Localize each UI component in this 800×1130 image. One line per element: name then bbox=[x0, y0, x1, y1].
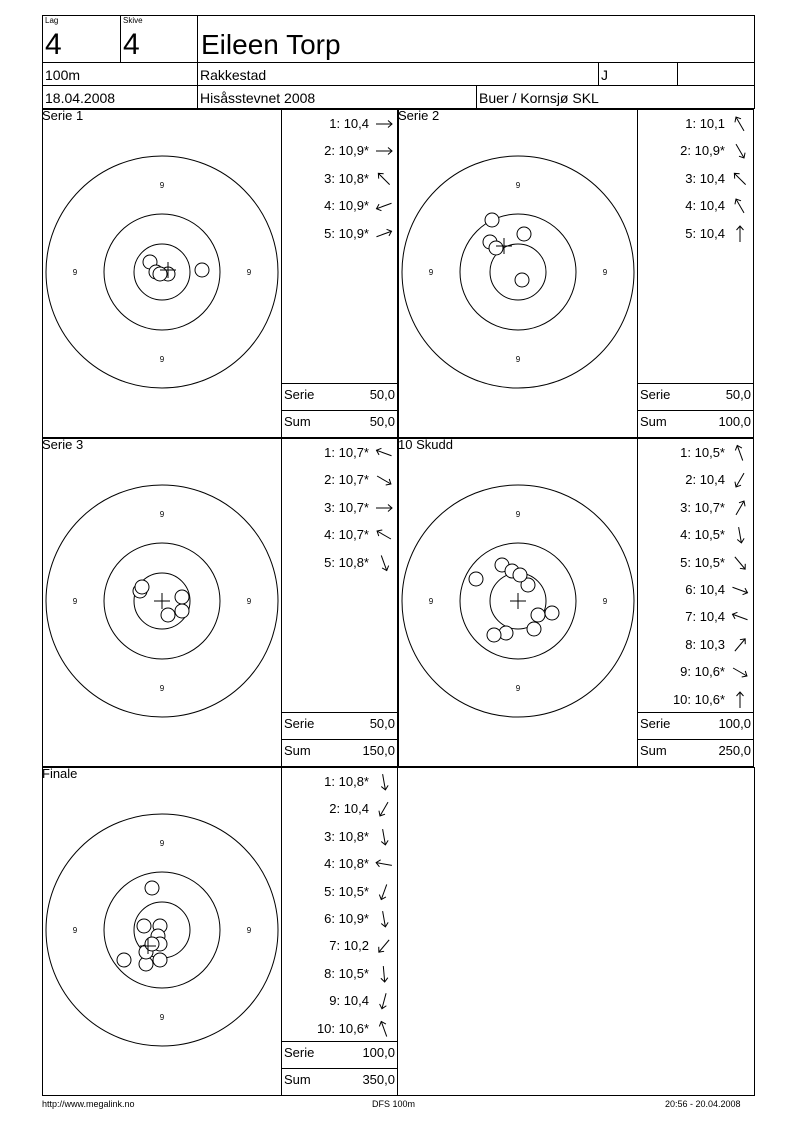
ring-label: 9 bbox=[72, 268, 78, 277]
divider bbox=[282, 383, 398, 384]
divider bbox=[282, 1041, 398, 1042]
ring-label: 9 bbox=[159, 839, 165, 848]
ring-label: 9 bbox=[515, 684, 521, 693]
score-column bbox=[637, 109, 754, 438]
shot-score: 5: 10,9* bbox=[324, 225, 369, 241]
shot-score: 1: 10,8* bbox=[324, 774, 369, 789]
total-label: Serie bbox=[284, 1045, 315, 1060]
shot-impact bbox=[545, 606, 559, 620]
shot-direction-arrow-icon bbox=[731, 170, 749, 188]
target-diagram bbox=[42, 767, 282, 1096]
ring-label: 9 bbox=[246, 597, 252, 606]
divider bbox=[476, 85, 477, 109]
shot-impact bbox=[117, 953, 131, 967]
shot-score: 6: 10,9* bbox=[324, 911, 369, 926]
shot-direction-arrow-icon bbox=[375, 142, 393, 160]
skive-label: Skive bbox=[123, 16, 143, 25]
shot-direction-arrow-icon bbox=[731, 554, 749, 572]
shot-impact bbox=[161, 608, 175, 622]
series-title: Serie 2 bbox=[398, 108, 440, 123]
series-panel bbox=[42, 767, 398, 1096]
shot-score: 7: 10,4 bbox=[685, 609, 725, 625]
total-value: 50,0 bbox=[725, 387, 751, 402]
shot-direction-arrow-icon bbox=[731, 608, 749, 626]
shot-direction-arrow-icon bbox=[731, 471, 749, 489]
distance: 100m bbox=[45, 67, 81, 83]
divider bbox=[282, 410, 398, 411]
shot-score: 4: 10,5* bbox=[680, 527, 725, 543]
shooter-class: J bbox=[601, 67, 608, 83]
total-label: Sum bbox=[640, 414, 667, 429]
target-diagram bbox=[398, 438, 638, 767]
divider bbox=[282, 712, 398, 713]
shot-direction-arrow-icon bbox=[375, 554, 393, 572]
shot-impact bbox=[135, 580, 149, 594]
total-label: Sum bbox=[284, 414, 311, 429]
ring-label: 9 bbox=[246, 926, 252, 935]
ring-label: 9 bbox=[72, 597, 78, 606]
shot-score: 9: 10,6* bbox=[680, 664, 725, 680]
target-diagram bbox=[42, 109, 282, 438]
shot-direction-arrow-icon bbox=[375, 471, 393, 489]
shot-score: 5: 10,4 bbox=[685, 225, 725, 241]
shot-impact bbox=[195, 263, 209, 277]
footer-url: http://www.megalink.no bbox=[42, 1099, 135, 1109]
lag-label: Lag bbox=[45, 16, 59, 25]
ring-label: 9 bbox=[515, 181, 521, 190]
series-title: 10 Skudd bbox=[398, 437, 453, 452]
shot-impact bbox=[145, 937, 159, 951]
lag-value: 4 bbox=[45, 28, 62, 61]
target-diagram bbox=[398, 109, 638, 438]
shot-score: 1: 10,1 bbox=[685, 116, 725, 131]
total-label: Serie bbox=[284, 387, 315, 402]
total-value: 100,0 bbox=[362, 1045, 395, 1060]
divider bbox=[120, 15, 121, 62]
shot-impact bbox=[527, 622, 541, 636]
shot-score: 2: 10,4 bbox=[685, 472, 725, 488]
ring-label: 9 bbox=[159, 510, 165, 519]
ring-label: 9 bbox=[428, 268, 434, 277]
shot-direction-arrow-icon bbox=[375, 910, 393, 928]
date: 18.04.2008 bbox=[45, 90, 116, 106]
divider bbox=[282, 739, 398, 740]
total-label: Sum bbox=[284, 1072, 311, 1087]
series-title: Serie 3 bbox=[42, 437, 84, 452]
total-value: 100,0 bbox=[718, 414, 751, 429]
shot-direction-arrow-icon bbox=[375, 170, 393, 188]
divider bbox=[638, 712, 754, 713]
shot-direction-arrow-icon bbox=[375, 937, 393, 955]
ring-label: 9 bbox=[246, 268, 252, 277]
shot-score: 3: 10,8* bbox=[324, 170, 369, 186]
ring-label: 9 bbox=[428, 597, 434, 606]
shot-impact bbox=[145, 881, 159, 895]
total-value: 50,0 bbox=[369, 414, 395, 429]
shot-score: 2: 10,9* bbox=[680, 143, 725, 159]
shot-score: 4: 10,9* bbox=[324, 198, 369, 214]
shot-direction-arrow-icon bbox=[375, 499, 393, 517]
shot-impact bbox=[469, 572, 483, 586]
shot-direction-arrow-icon bbox=[731, 581, 749, 599]
shot-direction-arrow-icon bbox=[375, 992, 393, 1010]
ring-label: 9 bbox=[159, 1013, 165, 1022]
shot-impact bbox=[175, 590, 189, 604]
shot-direction-arrow-icon bbox=[375, 115, 393, 133]
ring-label: 9 bbox=[159, 355, 165, 364]
shooter-name: Eileen Torp bbox=[201, 29, 341, 60]
series-title: Finale bbox=[42, 766, 78, 781]
shot-impact bbox=[513, 568, 527, 582]
ring-label: 9 bbox=[515, 355, 521, 364]
shot-score: 3: 10,7* bbox=[324, 499, 369, 515]
club-name: Buer / Kornsjø SKL bbox=[479, 90, 599, 106]
shot-score: 8: 10,3 bbox=[685, 636, 725, 652]
shot-impact bbox=[487, 628, 501, 642]
shot-direction-arrow-icon bbox=[731, 225, 749, 243]
series-panel bbox=[42, 109, 398, 438]
shot-direction-arrow-icon bbox=[731, 663, 749, 681]
shot-score: 10: 10,6* bbox=[316, 1020, 369, 1036]
shot-score: 6: 10,4 bbox=[685, 582, 725, 597]
shot-impact bbox=[515, 273, 529, 287]
shot-impact bbox=[489, 241, 503, 255]
divider bbox=[42, 62, 755, 63]
shot-direction-arrow-icon bbox=[731, 526, 749, 544]
shot-score: 2: 10,7* bbox=[324, 472, 369, 488]
shot-direction-arrow-icon bbox=[375, 800, 393, 818]
shot-direction-arrow-icon bbox=[375, 828, 393, 846]
shot-direction-arrow-icon bbox=[375, 1020, 393, 1038]
total-value: 50,0 bbox=[369, 387, 395, 402]
group-center-cross bbox=[510, 593, 526, 609]
score-column bbox=[281, 438, 398, 767]
shot-score: 2: 10,9* bbox=[324, 143, 369, 159]
total-label: Serie bbox=[284, 716, 315, 731]
skive-value: 4 bbox=[123, 28, 140, 61]
shot-direction-arrow-icon bbox=[731, 444, 749, 462]
divider bbox=[42, 85, 755, 86]
shot-direction-arrow-icon bbox=[375, 883, 393, 901]
divider bbox=[638, 739, 754, 740]
score-column bbox=[281, 109, 398, 438]
series-title: Serie 1 bbox=[42, 108, 84, 123]
group-center-cross bbox=[154, 593, 170, 609]
shot-impact bbox=[517, 227, 531, 241]
shot-score: 4: 10,7* bbox=[324, 527, 369, 543]
shot-impact bbox=[485, 213, 499, 227]
shot-score: 9: 10,4 bbox=[329, 993, 369, 1009]
shot-score: 5: 10,5* bbox=[680, 554, 725, 570]
ring-label: 9 bbox=[515, 510, 521, 519]
shot-impact bbox=[531, 608, 545, 622]
target-diagram bbox=[42, 438, 282, 767]
shot-score: 4: 10,4 bbox=[685, 198, 725, 214]
shot-score: 2: 10,4 bbox=[329, 801, 369, 817]
shot-score: 10: 10,6* bbox=[672, 691, 725, 707]
total-label: Serie bbox=[640, 716, 671, 731]
shot-impact bbox=[137, 919, 151, 933]
shot-score: 8: 10,5* bbox=[324, 965, 369, 981]
shot-direction-arrow-icon bbox=[375, 444, 393, 462]
shot-score: 5: 10,8* bbox=[324, 554, 369, 570]
shot-score: 3: 10,7* bbox=[680, 499, 725, 515]
ring-label: 9 bbox=[602, 268, 608, 277]
shot-direction-arrow-icon bbox=[731, 691, 749, 709]
target-ring bbox=[402, 156, 634, 388]
ring-label: 9 bbox=[602, 597, 608, 606]
shot-direction-arrow-icon bbox=[375, 526, 393, 544]
shot-score: 7: 10,2 bbox=[329, 938, 369, 954]
shot-direction-arrow-icon bbox=[731, 499, 749, 517]
ring-label: 9 bbox=[159, 181, 165, 190]
event-name: Hisåsstevnet 2008 bbox=[200, 90, 316, 106]
shot-score: 1: 10,5* bbox=[680, 445, 725, 460]
shot-direction-arrow-icon bbox=[375, 225, 393, 243]
footer-center: DFS 100m bbox=[372, 1099, 416, 1109]
total-value: 350,0 bbox=[362, 1072, 395, 1087]
ring-label: 9 bbox=[159, 684, 165, 693]
total-label: Sum bbox=[640, 743, 667, 758]
shot-score: 1: 10,7* bbox=[324, 445, 369, 460]
divider bbox=[677, 62, 678, 85]
footer-timestamp: 20:56 - 20.04.2008 bbox=[665, 1099, 741, 1109]
series-panel bbox=[42, 438, 398, 767]
total-label: Serie bbox=[640, 387, 671, 402]
series-panel bbox=[398, 438, 754, 767]
total-value: 250,0 bbox=[718, 743, 751, 758]
shot-direction-arrow-icon bbox=[731, 115, 749, 133]
shot-direction-arrow-icon bbox=[731, 142, 749, 160]
shot-impact bbox=[175, 604, 189, 618]
divider bbox=[282, 1068, 398, 1069]
shot-direction-arrow-icon bbox=[375, 855, 393, 873]
divider bbox=[598, 62, 599, 85]
shot-direction-arrow-icon bbox=[731, 636, 749, 654]
score-column bbox=[281, 767, 398, 1096]
shot-score: 5: 10,5* bbox=[324, 883, 369, 899]
shot-direction-arrow-icon bbox=[375, 197, 393, 215]
total-label: Sum bbox=[284, 743, 311, 758]
score-column bbox=[637, 438, 754, 767]
total-value: 150,0 bbox=[362, 743, 395, 758]
shot-impact bbox=[153, 267, 167, 281]
shot-direction-arrow-icon bbox=[731, 197, 749, 215]
shot-impact bbox=[153, 953, 167, 967]
divider bbox=[638, 410, 754, 411]
shot-score: 1: 10,4 bbox=[329, 116, 369, 131]
ring-label: 9 bbox=[72, 926, 78, 935]
divider bbox=[638, 383, 754, 384]
club-town: Rakkestad bbox=[200, 67, 267, 83]
shot-score: 4: 10,8* bbox=[324, 856, 369, 872]
shot-score: 3: 10,4 bbox=[685, 170, 725, 186]
total-value: 100,0 bbox=[718, 716, 751, 731]
total-value: 50,0 bbox=[369, 716, 395, 731]
shot-direction-arrow-icon bbox=[375, 773, 393, 791]
shot-direction-arrow-icon bbox=[375, 965, 393, 983]
shot-score: 3: 10,8* bbox=[324, 828, 369, 844]
series-panel bbox=[398, 109, 754, 438]
